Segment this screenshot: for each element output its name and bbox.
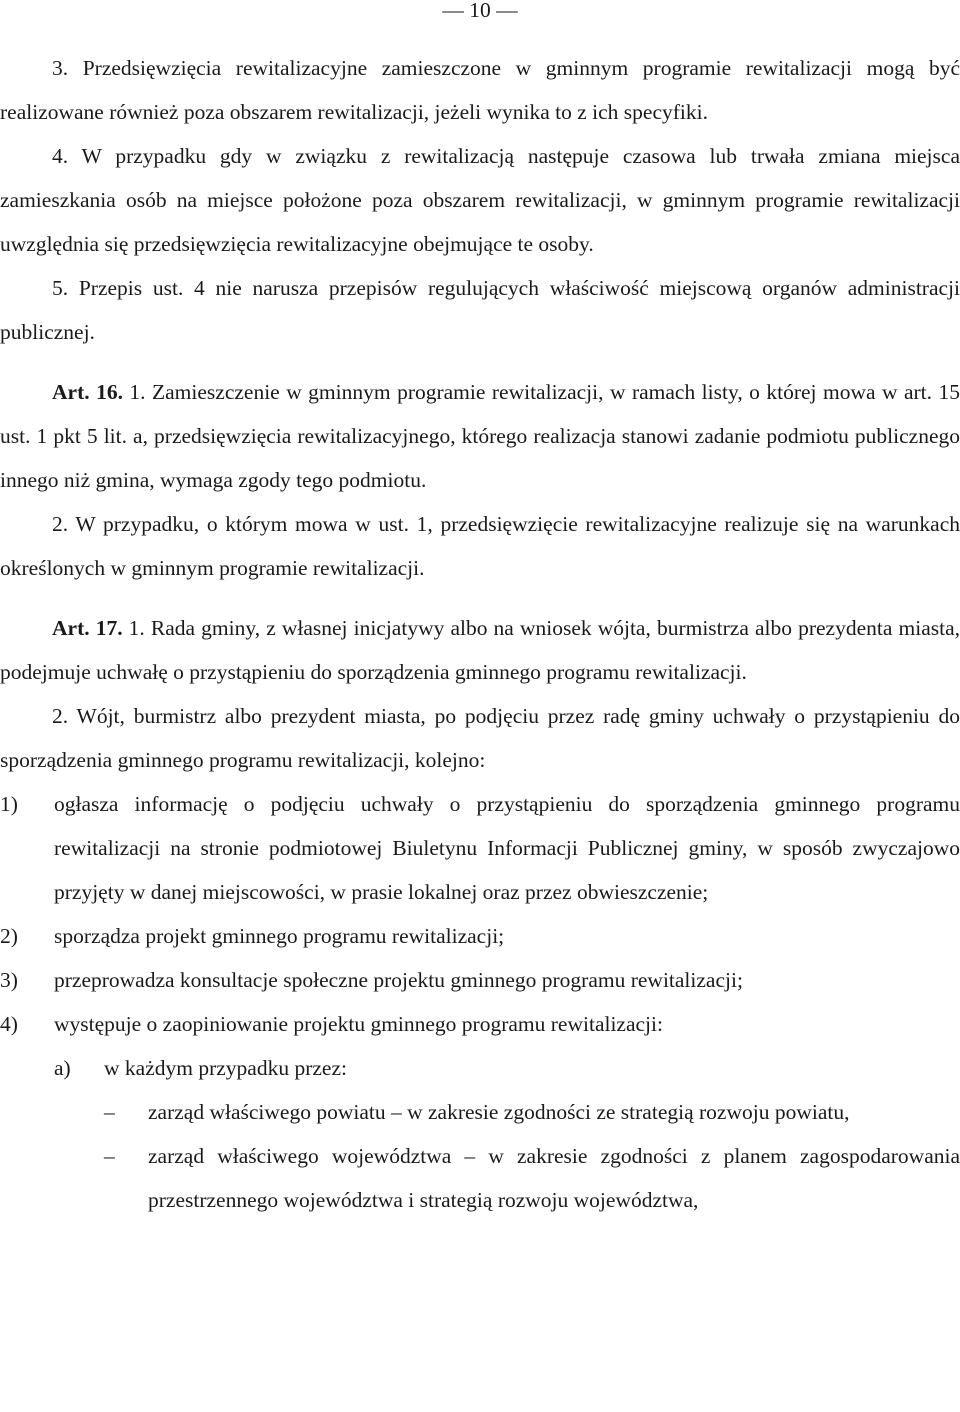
- article-16-p1-text: 1. Zamieszczenie w gminnym programie rewitalizacji, w ramach listy, o której mowa w art. 15 ust. 1 pkt 5 lit. a, przedsięwzięcia rewitalizacyjnego, którego realizacja stanowi zadanie podmiotu publicznego innego niż gmina, wymaga zgody tego podmiotu.: [0, 380, 960, 492]
- list-item-number: 3): [0, 968, 18, 992]
- list-item-number: 4): [0, 1012, 18, 1036]
- sub-list-item: [0, 1046, 960, 1090]
- article-16-paragraph-2: 2. W przypadku, o którym mowa w ust. 1, przedsięwzięcie rewitalizacyjne realizuje się na warunkach określonych w gminnym programie rewitalizacji.: [0, 512, 960, 580]
- list-item-text: występuje o zaopiniowanie projektu gminnego programu rewitalizacji:: [54, 1012, 663, 1036]
- dash-list-item: [0, 1090, 960, 1134]
- list-item-number: 1): [0, 792, 18, 816]
- list-item-text: ogłasza informację o podjęciu uchwały o przystąpieniu do sporządzenia gminnego programu rewitalizacji na stronie podmiotowej Biuletynu Informacji Publicznej gminy, w sposób zwyczajowo przyjęty w danej miejscowości, w prasie lokalnej oraz przez obwieszczenie;: [54, 792, 960, 904]
- page-number: — 10 —: [442, 0, 518, 22]
- list-item: [0, 782, 960, 914]
- article-16-label: Art. 16.: [52, 380, 123, 404]
- article-17-paragraph-2: 2. Wójt, burmistrz albo prezydent miasta, po podjęciu przez radę gminy uchwały o przystąpieniu do sporządzenia gminnego programu rewitalizacji, kolejno:: [0, 704, 960, 772]
- sub-list-item-text: w każdym przypadku przez:: [104, 1056, 347, 1080]
- paragraph-5: 5. Przepis ust. 4 nie narusza przepisów regulujących właściwość miejscową organów administracji publicznej.: [0, 276, 960, 344]
- list-item: [0, 914, 960, 958]
- dash-list-item-text: zarząd właściwego powiatu – w zakresie zgodności ze strategią rozwoju powiatu,: [148, 1100, 850, 1124]
- list-item: [0, 958, 960, 1002]
- article-16-paragraph-1: [0, 370, 960, 502]
- article-17-paragraph-1: [0, 606, 960, 694]
- list-item-text: sporządza projekt gminnego programu rewitalizacji;: [54, 924, 505, 948]
- dash-marker: –: [104, 1100, 115, 1124]
- list-item: [0, 1002, 960, 1046]
- dash-list-item-text: zarząd właściwego województwa – w zakresie zgodności z planem zagospodarowania przestrzennego województwa i strategią rozwoju województwa,: [148, 1144, 960, 1212]
- paragraph-3: 3. Przedsięwzięcia rewitalizacyjne zamieszczone w gminnym programie rewitalizacji mogą być realizowane również poza obszarem rewitalizacji, jeżeli wynika to z ich specyfiki.: [0, 56, 960, 124]
- sub-list-item-letter: a): [54, 1056, 71, 1080]
- dash-list-item: [0, 1134, 960, 1222]
- dash-marker: –: [104, 1144, 115, 1168]
- list-item-number: 2): [0, 924, 18, 948]
- article-17-p1-text: 1. Rada gminy, z własnej inicjatywy albo na wniosek wójta, burmistrza albo prezydenta miasta, podejmuje uchwałę o przystąpieniu do sporządzenia gminnego programu rewitalizacji.: [0, 616, 960, 684]
- paragraph-4: 4. W przypadku gdy w związku z rewitalizacją następuje czasowa lub trwała zmiana miejsca zamieszkania osób na miejsce położone poza obszarem rewitalizacji, w gminnym programie rewitalizacji uwzględnia się przedsięwzięcia rewitalizacyjne obejmujące te osoby.: [0, 144, 960, 256]
- list-item-text: przeprowadza konsultacje społeczne projektu gminnego programu rewitalizacji;: [54, 968, 743, 992]
- article-17-label: Art. 17.: [52, 616, 123, 640]
